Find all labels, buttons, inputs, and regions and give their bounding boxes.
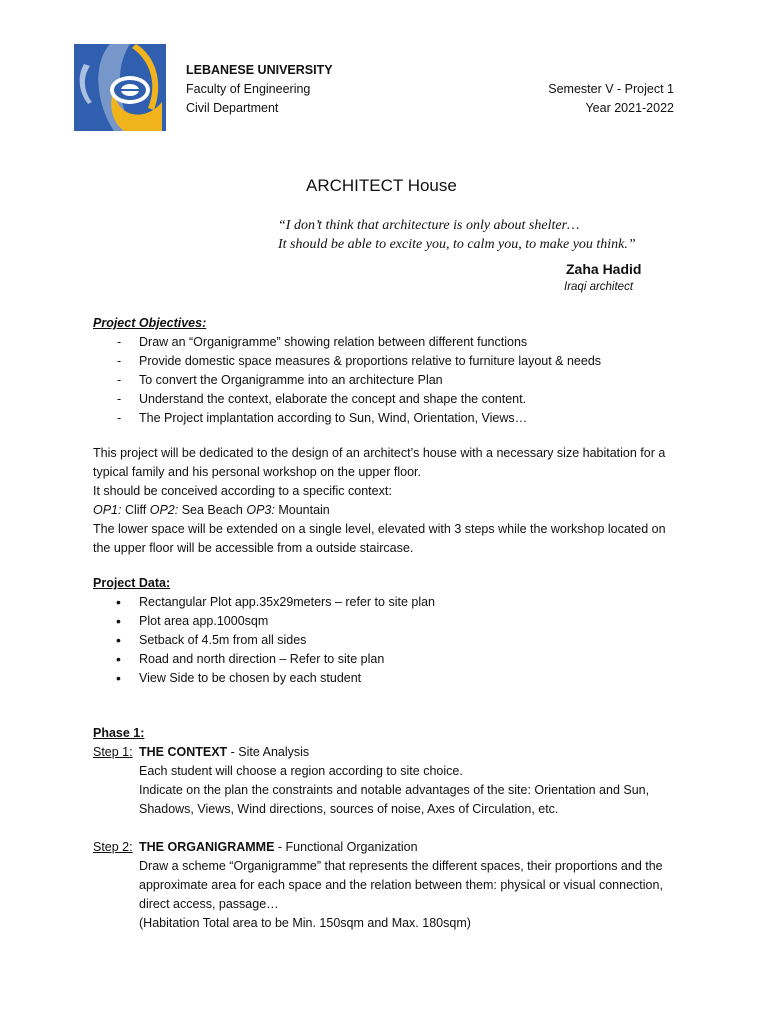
quote-author-role: Iraqi architect <box>564 281 634 293</box>
step-1-line-2: Indicate on the plan the constraints and notable advantages of the site: Orientation and Sun, Shadows, Views, Wind directions, sources of noise, Axes of Circulation, etc. <box>139 783 650 816</box>
university-name: LEBANESE UNIVERSITY <box>186 63 333 77</box>
objectives-list <box>93 333 693 428</box>
project-data-item: • Setback of 4.5m from all sides <box>93 631 693 650</box>
op3-label: OP3: <box>246 503 275 517</box>
description-paragraph-1: This project will be dedicated to the design of an architect’s house with a necessary size habitation for a typical family and his personal workshop on the upper floor. <box>93 446 666 479</box>
step-2-line-1: Draw a scheme “Organigramme” that represents the different spaces, their proportions and the approximate area for each space and the relation between them: physical or visual connection, direct access, passage… <box>139 859 663 911</box>
objectives-section <box>93 314 693 428</box>
semester-label: Semester V - Project 1 <box>548 82 674 96</box>
faculty-name: Faculty of Engineering <box>186 82 311 96</box>
step-2 <box>93 838 683 933</box>
project-data-list <box>93 593 693 688</box>
description-paragraph-3: The lower space will be extended on a single level, elevated with 3 steps while the workshop located on the upper floor will be accessible from a outside staircase. <box>93 522 666 555</box>
header-right <box>548 80 674 118</box>
year-label: Year 2021-2022 <box>585 101 674 115</box>
step-1-title: THE CONTEXT <box>139 745 228 759</box>
op1-label: OP1: <box>93 503 122 517</box>
quote-author: Zaha Hadid <box>566 261 642 277</box>
quote-line-2: It should be able to excite you, to calm you, to make you think.” <box>278 237 636 252</box>
step-2-label: Step 2: <box>93 840 133 854</box>
op3-value: Mountain <box>274 503 330 517</box>
project-data-section <box>93 574 693 688</box>
phase-1-section <box>93 724 683 933</box>
step-1-line-1: Each student will choose a region according to site choice. <box>139 764 463 778</box>
header-left <box>186 61 333 118</box>
step-2-line-2: (Habitation Total area to be Min. 150sqm and Max. 180sqm) <box>139 916 471 930</box>
options-line <box>93 501 678 520</box>
step-1 <box>93 743 683 819</box>
description-section <box>93 444 678 558</box>
op2-label: OP2: <box>149 503 179 517</box>
step-1-label: Step 1: <box>93 745 133 759</box>
quote <box>278 216 636 254</box>
university-logo <box>74 44 166 131</box>
objective-item: - Understand the context, elaborate the concept and shape the content. <box>93 390 693 409</box>
phase-1-heading: Phase 1: <box>93 726 145 740</box>
project-data-item: • View Side to be chosen by each student <box>93 669 693 688</box>
description-paragraph-2: It should be conceived according to a specific context: <box>93 484 392 498</box>
step-2-title: THE ORGANIGRAMME <box>139 840 275 854</box>
objective-item: - Draw an “Organigramme” showing relation between different functions <box>93 333 693 352</box>
project-data-heading: Project Data: <box>93 576 171 590</box>
step-1-subtitle: - Site Analysis <box>227 745 310 759</box>
project-data-item: • Road and north direction – Refer to site plan <box>93 650 693 669</box>
quote-line-1: “I don’t think that architecture is only about shelter… <box>278 218 580 233</box>
project-data-item: • Plot area app.1000sqm <box>93 612 693 631</box>
step-2-subtitle: - Functional Organization <box>274 840 418 854</box>
op1-value: Cliff <box>121 503 150 517</box>
objective-item: - Provide domestic space measures & proportions relative to furniture layout & needs <box>93 352 693 371</box>
objective-item: - The Project implantation according to Sun, Wind, Orientation, Views… <box>93 409 693 428</box>
document-title: ARCHITECT House <box>306 176 457 195</box>
op2-value: Sea Beach <box>178 503 247 517</box>
objectives-heading: Project Objectives: <box>93 316 207 330</box>
objective-item: - To convert the Organigramme into an architecture Plan <box>93 371 693 390</box>
project-data-item: • Rectangular Plot app.35x29meters – refer to site plan <box>93 593 693 612</box>
department-name: Civil Department <box>186 101 279 115</box>
